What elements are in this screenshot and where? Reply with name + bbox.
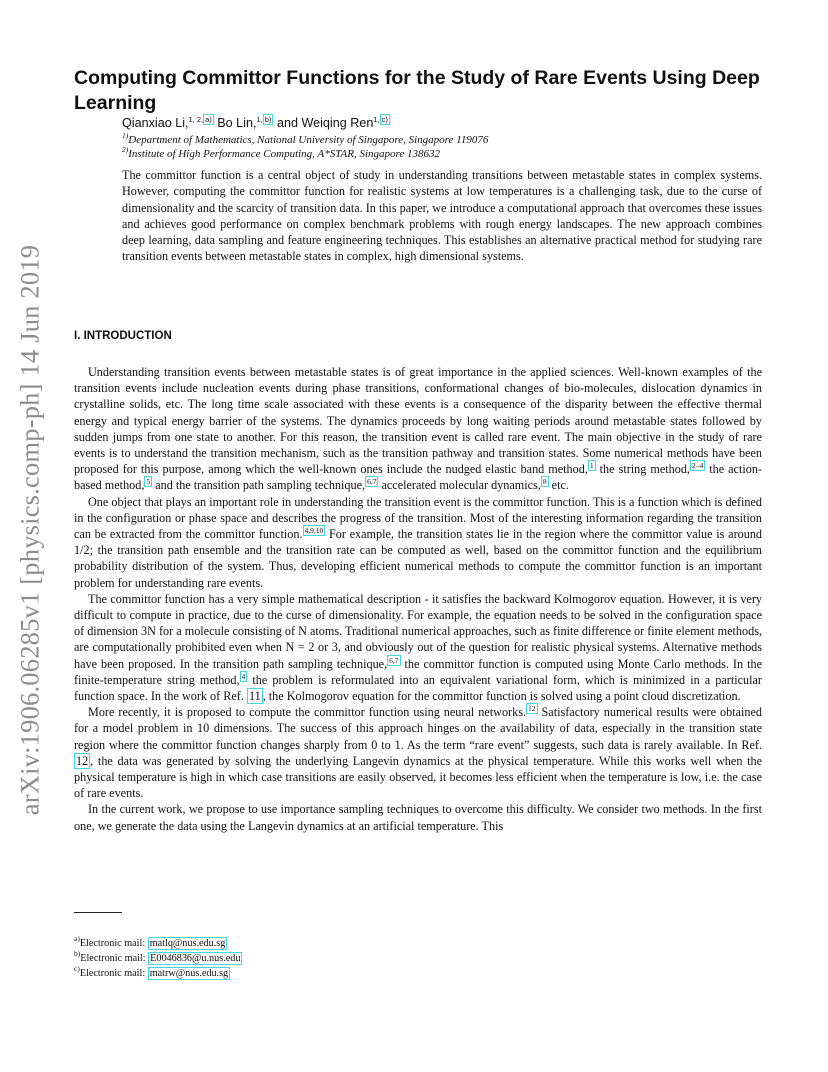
text-run: and the transition path sampling technique, — [152, 478, 366, 493]
affiliation-number: 2) — [122, 145, 129, 154]
text-run: the committor function is computed using Monte Carlo methods. In the finite-temperature string method, — [74, 656, 762, 687]
footnote-label: Electronic mail: — [80, 953, 149, 964]
paragraph — [74, 704, 762, 801]
citation-link[interactable]: 12 — [528, 704, 536, 714]
paragraph — [74, 364, 762, 494]
text-run: Satisfactory numerical results were obtained for a model problem in 10 dimensions. The success of this approach hinges on the availability of data, especially in the transition state region where the committor function changes sharply from 0 to 1. As the term “rare event” suggests, such data is rarely available. In Ref. — [74, 705, 763, 752]
author-affil-ref: 1, — [373, 115, 380, 124]
footnote-mark: b) — [74, 949, 81, 958]
text-run: the action-based method, — [74, 462, 762, 493]
citation-link[interactable]: 12 — [76, 753, 89, 768]
email-link[interactable]: matrw@nus.edu.sg — [149, 968, 229, 979]
footnote-mark: a) — [74, 934, 80, 943]
author-name: Qianxiao Li, — [122, 116, 189, 130]
author-affil-ref: 1, — [256, 115, 263, 124]
affiliation — [122, 145, 440, 160]
footnote — [74, 964, 230, 979]
text-run: the problem is reformulated into an equivalent variational form, which is minimized in a particular function space. In the work of Ref. — [74, 672, 762, 704]
affiliation-number: 1) — [122, 131, 129, 140]
email-link[interactable]: matlq@nus.edu.sg — [149, 938, 226, 949]
paragraph: In the current work, we propose to use importance sampling techniques to overcome this difficulty. We consider two methods. In the first one, we generate the data using the Langevin dynamics at an artificial temperature. This — [74, 802, 762, 833]
citation-link[interactable]: 1 — [589, 461, 594, 471]
paragraph — [74, 591, 762, 704]
text-run: , the Kolmogorov equation for the committor function is solved using a point cloud discretization. — [262, 689, 741, 704]
text-run: accelerated molecular dynamics, — [378, 478, 541, 493]
citation-link[interactable]: 11 — [248, 689, 261, 704]
author-affil-ref: 1, 2, — [188, 115, 204, 124]
text-run: Understanding transition events between metastable states is of great importance in the applied sciences. Well-known examples of the transition events include nucleation events during phase transitions, conformational changes of bio-molecules, dislocation dynamics in crystalline solids, etc. The long time scale associated with these events is a consequence of the disparity between the effective thermal energy and typical energy barrier of the systems. The dynamics proceeds by long waiting periods around metastable states followed by sudden jumps from one state to another. For this reason, the transition event is called rare event. The main objective in the study of rare events is to understand the transition mechanism, such as the transition pathway and transition states. Some numerical methods have been proposed for this purpose, among which the well-known ones include the nudged elastic band method, — [74, 365, 762, 477]
text-run: For example, the transition states lie in the region where the committor value is around 1/2; the transition path ensemble and the transition rate can be computed as well, based on the committor function and the equilibrium probability distribution of the system. Thus, developing efficient numerical methods to compute the committor function is an important problem for understanding rare events. — [74, 527, 763, 590]
author-list — [122, 116, 390, 130]
arxiv-sidebar-stamp — [8, 228, 52, 832]
author-name: Bo Lin, — [217, 116, 257, 130]
footnote-label: Electronic mail: — [79, 938, 148, 949]
author-note-link[interactable]: c) — [381, 115, 388, 124]
footnote — [74, 934, 227, 949]
affiliation-text: Department of Mathematics, National University of Singapore, Singapore 119076 — [128, 134, 489, 146]
section-heading: I. INTRODUCTION — [74, 330, 172, 342]
text-run: The committor function has a very simple mathematical description - it satisfies the backward Kolmogorov equation. However, it is very difficult to compute in practice, due to the curse of dimensionality. For example, the equation needs to be solved in the configuration space of dimension 3N for a molecule consisting of N atoms. Traditional numerical approaches, such as finite difference or finite element methods, are computationally prohibited even when N = 2 or 3, and obviously out of the question for realistic physical systems. Alternative methods have been proposed. In the transition path sampling technique, — [74, 591, 762, 671]
paper-title: Computing Committor Functions for the Study of Rare Events Using Deep Learning — [74, 67, 760, 114]
abstract: The committor function is a central object of study in understanding transitions between metastable states in complex systems. However, computing the committor function for realistic systems at low temperatures is a challenging task, due to the curse of dimensionality and the scarcity of transition data. In this paper, we introduce a computational approach that overcomes these issues and achieves good performance on complex benchmark problems with rough energy landscapes. The new approach combines deep learning, data sampling and feature engineering techniques. This establishes an alternative practical method for studying rare transition events between metastable states in complex, high dimensional systems. — [122, 168, 762, 264]
arxiv-identifier: arXiv:1906.06285v1 [physics.comp-ph] 14 Jun 2019 — [14, 244, 45, 816]
footnote-mark: c) — [74, 964, 80, 973]
author-note-link[interactable]: a) — [205, 115, 212, 124]
citation-link[interactable]: 5 — [146, 477, 151, 487]
text-run: etc. — [548, 478, 569, 493]
affiliation-text: Institute of High Performance Computing, A*STAR, Singapore 138632 — [128, 148, 440, 160]
affiliation — [122, 131, 489, 146]
text-run: More recently, it is proposed to compute the committor function using neural networks. — [88, 705, 527, 720]
citation-link[interactable]: 4 — [241, 671, 246, 681]
paragraph — [74, 494, 762, 591]
text-run: the string method, — [595, 462, 690, 477]
body-text — [74, 364, 762, 834]
citation-link[interactable]: 6,7 — [367, 477, 377, 487]
citation-link[interactable]: 4,9,10 — [304, 526, 324, 536]
citation-link[interactable]: 8 — [542, 477, 547, 487]
footnote-rule — [74, 912, 122, 913]
email-link[interactable]: E0046836@u.nus.edu — [150, 953, 241, 964]
footnote — [74, 949, 242, 964]
author-name: and Weiqing Ren — [276, 116, 374, 130]
text-run: One object that plays an important role in understanding the transition event is the committor function. This is a function which is defined in the configuration or phase space and describes the progress of the transition. Most of the interesting information regarding the transition can be extracted from the committor function. — [74, 494, 762, 542]
citation-link[interactable]: 2–4 — [691, 461, 704, 471]
author-note-link[interactable]: b) — [264, 115, 272, 124]
footnote-label: Electronic mail: — [79, 968, 148, 979]
citation-link[interactable]: 6,7 — [389, 655, 399, 665]
text-run: , the data was generated by solving the underlying Langevin dynamics at the physical temperature. While this works well when the physical temperature is high in which case transitions are easily observed, it becomes less efficient when the temperature is low, i.e. the case of rare events. — [74, 753, 762, 801]
